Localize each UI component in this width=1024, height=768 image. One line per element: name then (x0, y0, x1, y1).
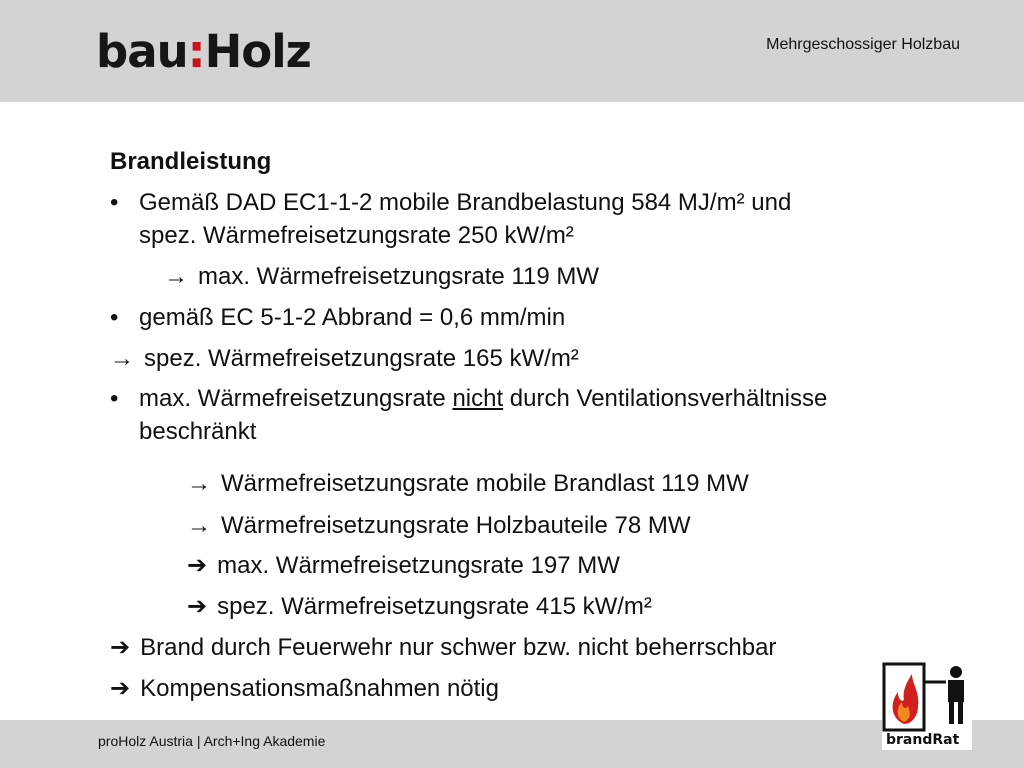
conclusion-item (110, 673, 499, 704)
list-item-text: gemäß EC 5-1-2 Abbrand = 0,6 mm/min (139, 304, 566, 331)
slide-heading: Brandleistung (110, 148, 272, 175)
arrow-item-text: max. Wärmefreisetzungsrate 197 MW (217, 552, 620, 579)
list-item-continuation: beschränkt (139, 418, 257, 445)
logo-text-bau: bau (96, 25, 188, 78)
arrow-right-icon: → (187, 470, 211, 497)
bold-arrow-item (187, 550, 620, 581)
arrow-item-text: spez. Wärmefreisetzungsrate 165 kW/m² (144, 345, 579, 372)
bullet-icon: • (110, 385, 119, 412)
arrow-item-text: max. Wärmefreisetzungsrate 119 MW (198, 263, 600, 290)
arrow-right-icon: → (110, 345, 134, 372)
arrow-item (187, 468, 749, 499)
bullet-icon: • (110, 304, 119, 331)
list-item-text: Gemäß DAD EC1-1-2 mobile Brandbelastung 584 MJ/m² und (139, 189, 792, 216)
list-item (110, 302, 565, 333)
brandrat-logo[interactable] (882, 662, 972, 750)
ventilation-suffix: durch Ventilationsverhältnisse (503, 385, 828, 412)
list-item (110, 187, 791, 218)
list-item (110, 383, 827, 414)
arrow-right-icon: → (187, 512, 211, 539)
arrow-item (164, 261, 599, 292)
brandrat-rat: Rat (932, 732, 960, 748)
brandrat-label (882, 732, 972, 748)
footer-bar (0, 720, 1024, 768)
list-item-continuation: spez. Wärmefreisetzungsrate 250 kW/m² (139, 222, 574, 249)
arrow-item-text: spez. Wärmefreisetzungsrate 415 kW/m² (217, 593, 652, 620)
bold-arrow-item (187, 591, 652, 622)
person-body-icon (948, 680, 964, 702)
arrow-item-text: Wärmefreisetzungsrate Holzbauteile 78 MW (221, 512, 691, 539)
conclusion-text: Brand durch Feuerwehr nur schwer bzw. nicht beherrschbar (140, 634, 777, 661)
bold-arrow-right-icon: ➔ (187, 552, 208, 579)
presentation-title: Mehrgeschossiger Holzbau (766, 36, 960, 53)
arrow-item (110, 343, 579, 374)
logo-text-holz: Holz (204, 25, 311, 78)
bauholz-logo[interactable] (96, 26, 311, 78)
header-bar (0, 0, 1024, 102)
conclusion-item (110, 632, 776, 663)
bullet-icon: • (110, 189, 119, 216)
bold-arrow-right-icon: ➔ (110, 675, 131, 702)
list-item-text (139, 385, 827, 412)
person-leg-left-icon (949, 702, 954, 724)
footer-text: proHolz Austria | Arch+Ing Akademie (98, 733, 326, 749)
arrow-item-text: Wärmefreisetzungsrate mobile Brandlast 119 MW (221, 470, 749, 497)
ventilation-underlined: nicht (452, 385, 504, 412)
person-head-icon (950, 666, 962, 678)
brandrat-brand: brand (886, 732, 933, 748)
bold-arrow-right-icon: ➔ (187, 593, 208, 620)
arrow-right-icon: → (164, 263, 188, 290)
person-leg-right-icon (958, 702, 963, 724)
conclusion-text: Kompensationsmaßnahmen nötig (140, 675, 499, 702)
ventilation-prefix: max. Wärmefreisetzungsrate (139, 385, 453, 412)
bold-arrow-right-icon: ➔ (110, 634, 131, 661)
arrow-item (187, 510, 691, 541)
logo-colon: : (187, 25, 205, 78)
